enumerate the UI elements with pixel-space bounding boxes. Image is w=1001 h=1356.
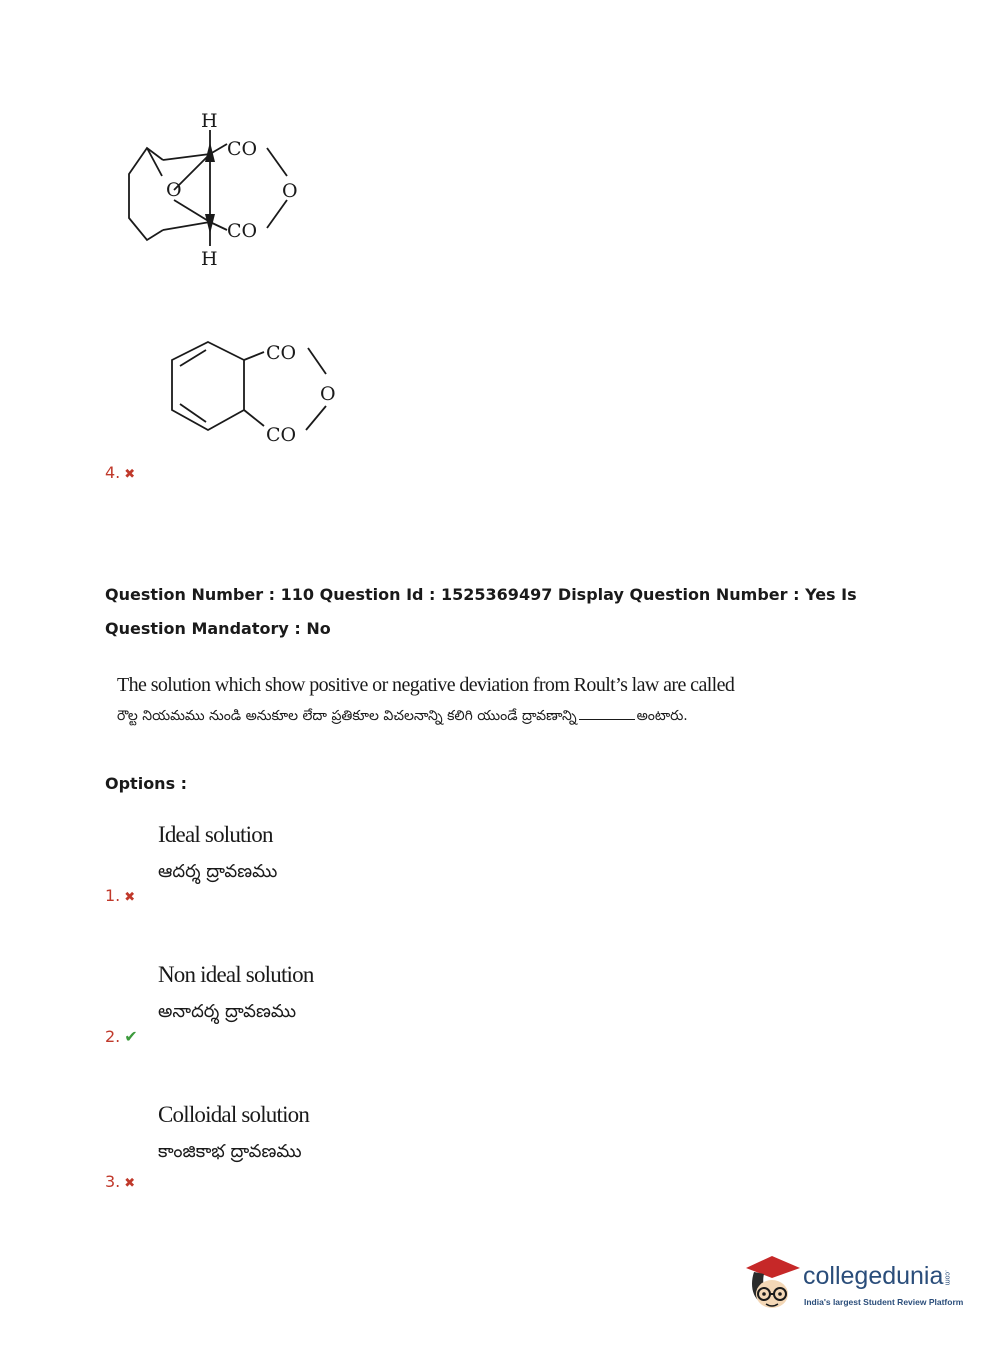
atom-co-top: CO: [227, 138, 258, 160]
cross-icon: ✖: [124, 890, 136, 905]
option-1-number: [105, 886, 135, 905]
structure-bicyclic-anhydride: [115, 100, 345, 280]
cross-icon: ✖: [124, 1176, 136, 1191]
structure-cyclohexadiene-anhydride: [160, 330, 360, 460]
question-text-te: [117, 708, 688, 727]
option-3-number: [105, 1172, 135, 1191]
atom-co-top: CO: [266, 342, 297, 364]
atom-co-bottom: CO: [227, 220, 258, 242]
logo-tagline: India's largest Student Review Platform: [804, 1297, 964, 1307]
option-3-text-en: Colloidal solution: [158, 1102, 310, 1127]
question-text-en: The solution which show positive or negative deviation from Roult’s law are called: [117, 674, 735, 696]
question-meta: Question Number : 110 Question Id : 1525369497 Display Question Number : Yes Is Question Mandatory : No: [105, 585, 857, 638]
prev-option-number-label: 4.: [105, 463, 121, 482]
option-1-text-en: Ideal solution: [158, 822, 273, 847]
atom-o-ring: O: [166, 179, 182, 201]
option-2-number: [105, 1027, 138, 1046]
atom-h-bottom: H: [201, 248, 218, 270]
options-label: Options :: [105, 774, 188, 793]
option-1-number-label: 1.: [105, 886, 121, 905]
prev-option-number: [105, 463, 135, 482]
option-1-text-te: ఆదర్శ ద్రావణము: [158, 861, 278, 882]
logo-wordmark: [803, 1262, 950, 1291]
cross-icon: ✖: [124, 467, 136, 482]
logo-name: collegedunia: [803, 1262, 944, 1290]
atom-o-ring: O: [320, 383, 336, 405]
option-2-text-te: అనాదర్శ ద్రావణము: [158, 1001, 297, 1022]
question-text-te-after: అంటారు.: [636, 708, 688, 724]
logo-mascot-icon: [742, 1250, 804, 1320]
check-icon: ✔: [124, 1027, 138, 1046]
option-3-text-te: కాంజికాభ ద్రావణము: [158, 1141, 302, 1162]
option-3-number-label: 3.: [105, 1172, 121, 1191]
question-text-te-before: రౌల్ట నియమము నుండి అనుకూల లేదా ప్రతికూల విచలనాన్ని కలిగి యుండే ద్రావణాన్ని: [117, 708, 577, 724]
atom-co-bottom: CO: [266, 424, 297, 446]
answer-blank: [579, 719, 635, 720]
atom-h-top: H: [201, 110, 218, 132]
atom-o-bridge: O: [282, 180, 298, 202]
option-2-text-en: Non ideal solution: [158, 962, 314, 987]
option-2-number-label: 2.: [105, 1027, 121, 1046]
logo-suffix: .com: [943, 1269, 951, 1285]
